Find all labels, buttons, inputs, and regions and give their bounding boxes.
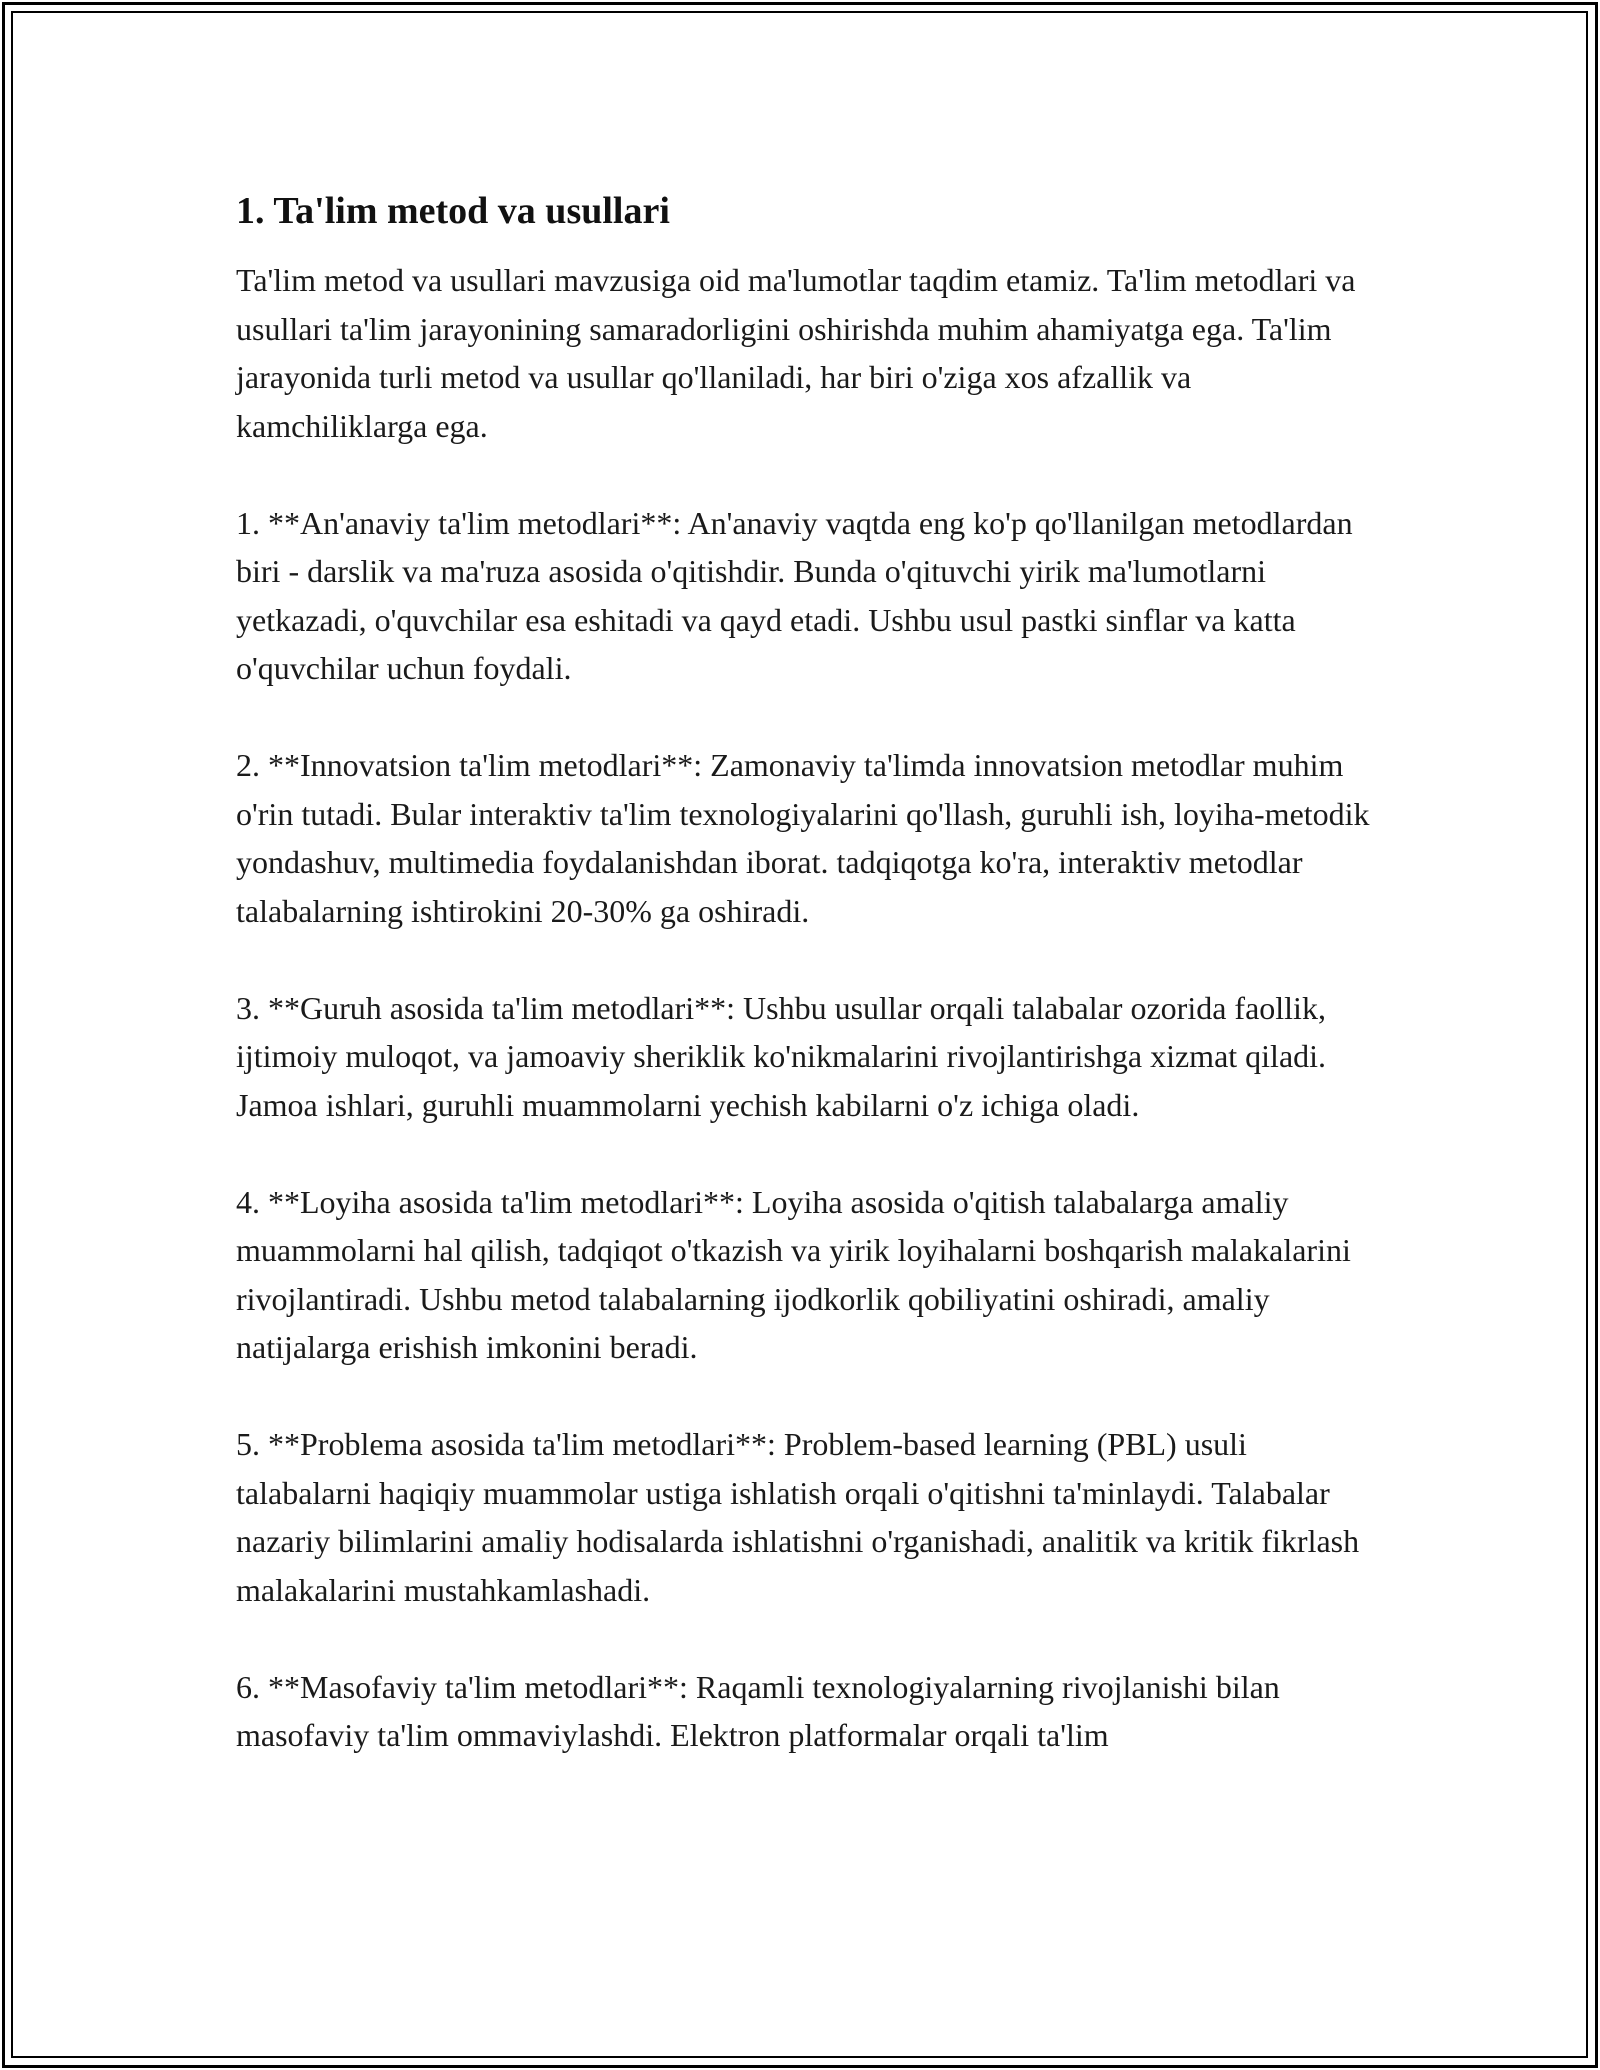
list-item-paragraph: 3. **Guruh asosida ta'lim metodlari**: Ushbu usullar orqali talabalar ozorida faollik, ijtimoiy muloqot, va jamoaviy sheriklik ko'nikmalarini rivojlantirishga xizmat qiladi. Jamoa ishlari, guruhli muammolarni yechish kabilarni o'z ichiga oladi.	[236, 989, 1327, 1123]
document-title: 1. Ta'lim metod va usullari	[236, 190, 670, 232]
list-item-paragraph: 2. **Innovatsion ta'lim metodlari**: Zamonaviy ta'limda innovatsion metodlar muhim o'rin tutadi. Bular interaktiv ta'lim texnologiyalarini qo'llash, guruhli ish, loyiha-metodik yondashuv, multimedia foydalanishdan iborat. tadqiqotga ko'ra, interaktiv metodlar talabalarning ishtirokini 20-30% ga oshiradi.	[236, 747, 1370, 929]
document-body	[236, 186, 1376, 1760]
list-item-paragraph: 1. **An'anaviy ta'lim metodlari**: An'anaviy vaqtda eng ko'p qo'llanilgan metodlardan biri - darslik va ma'ruza asosida o'qitishdir. Bunda o'qituvchi yirik ma'lumotlarni yetkazadi, o'quvchilar esa eshitadi va qayd etadi. Ushbu usul pastki sinflar va katta o'quvchilar uchun foydali.	[236, 504, 1353, 686]
list-item-paragraph: 6. **Masofaviy ta'lim metodlari**: Raqamli texnologiyalarning rivojlanishi bilan masofaviy ta'lim ommaviylashdi. Elektron platformalar orqali ta'lim	[236, 1668, 1280, 1753]
intro-paragraph: Ta'lim metod va usullari mavzusiga oid ma'lumotlar taqdim etamiz. Ta'lim metodlari va usullari ta'lim jarayonining samaradorligini oshirishda muhim ahamiyatga ega. Ta'lim jarayonida turli metod va usullar qo'llaniladi, har biri o'ziga xos afzallik va kamchiliklarga ega.	[236, 262, 1356, 444]
list-item-paragraph: 4. **Loyiha asosida ta'lim metodlari**: Loyiha asosida o'qitish talabalarga amaliy muammolarni hal qilish, tadqiqot o'tkazish va yirik loyihalarni boshqarish malakalarini rivojlantiradi. Ushbu metod talabalarning ijodkorlik qobiliyatini oshiradi, amaliy natijalarga erishish imkonini beradi.	[236, 1183, 1351, 1365]
list-item-paragraph: 5. **Problema asosida ta'lim metodlari**: Problem-based learning (PBL) usuli talabalarni haqiqiy muammolar ustiga ishlatish orqali o'qitishni ta'minlaydi. Talabalar nazariy bilimlarini amaliy hodisalarda ishlatishni o'rganishadi, analitik va kritik fikrlash malakalarini mustahkamlashadi.	[236, 1426, 1360, 1608]
